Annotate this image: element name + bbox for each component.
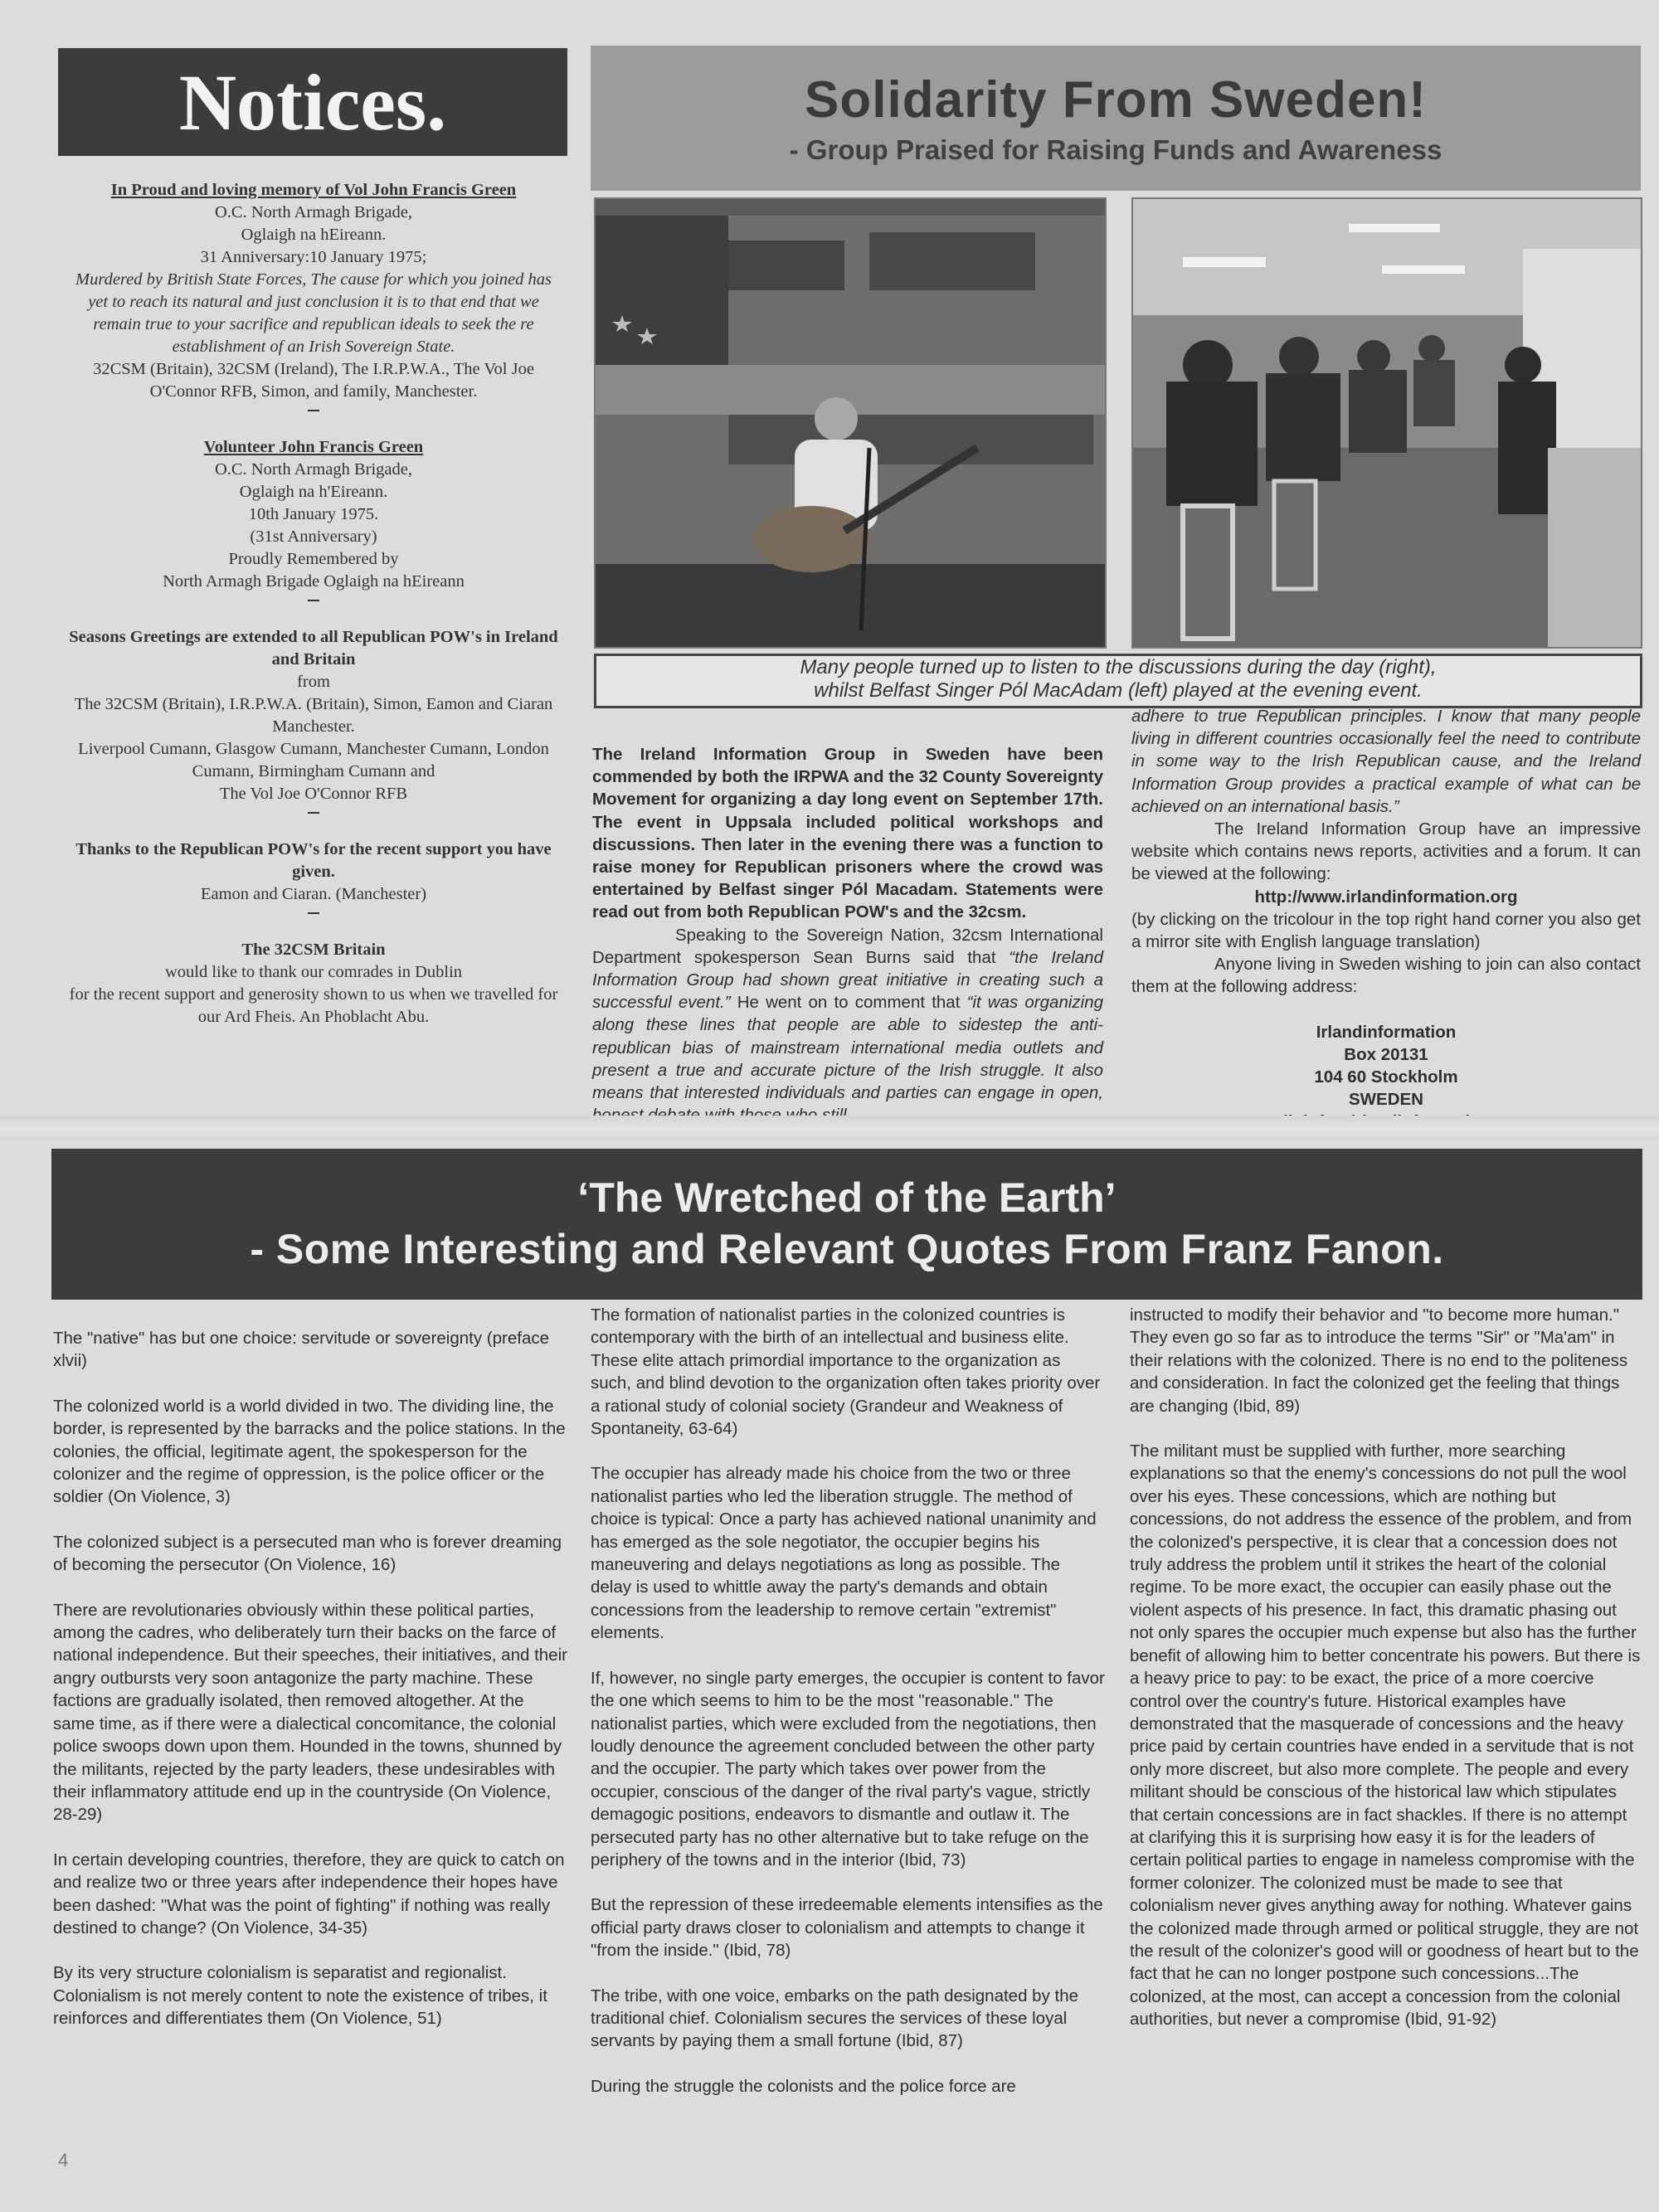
fanon-header	[51, 1149, 1642, 1300]
quote-paragraph: But the repression of these irredeemable elements intensifies as the official party draws closer to colonialism and attempts to change it "from the inside." (Ibid, 78)	[591, 1895, 1103, 1961]
quote-paragraph: The tribe, with one voice, embarks on the path designated by the traditional chief. Colonialism secures the services of these loyal servants by paying them a small fortune (Ibid, 87)	[591, 1986, 1079, 2051]
solidarity-paragraph: Anyone living in Sweden wishing to join can also contact them at the following address:	[1131, 955, 1641, 997]
quote: “the Ireland Information Group had shown great initiative in creating such a successful event.”	[592, 947, 1103, 1013]
solidarity-column-2	[1131, 705, 1641, 1134]
fanon-column-3	[1130, 1304, 1644, 2054]
address-line: SWEDEN	[1349, 1090, 1423, 1110]
quote-paragraph: During the struggle the colonists and the police force are	[591, 2076, 1016, 2096]
quote-paragraph: The formation of nationalist parties in the colonized countries is contemporary with the birth of an intellectual and business elite. These elite attach primordial importance to the organization as such, and blind devotion to the organization often takes priority over a rational study of colonial society (Grandeur and Weakness of Spontaneity, 63-64)	[591, 1305, 1101, 1439]
notice-line: Proudly Remembered by	[228, 550, 399, 568]
notice-line: The Vol Joe O'Connor RFB	[219, 785, 408, 803]
notices-column	[65, 179, 562, 1028]
quote-paragraph: The militant must be supplied with further, more searching explanations so that the enemy's concessions do not pull the wool over his eyes. These concessions, which are nothing but concessions, do not address the essence of the problem, and from the colonized's perspective, it is clear that a concession does not truly address the problem until it strikes the heart of the colonial regime. To be more exact, the occupier can easily phase out the violent aspects of his presence. In fact, this dramatic phasing out not only spares the occupier much expense but also has the further benefit of allowing him to better concentrate his powers. But there is a heavy price to pay: to be exact, the price of a more coercive control over the country's future. Historical examples have demonstrated that the masquerade of concessions and the heavy price paid by certain countries have ended in a servitude that is not only more discreet, but also more complete. The people and every militant should be conscious of the historical law which stipulates that certain concessions are in fact shackles. If there is no attempt at clarifying this it is surprising how easy it is for the leaders of certain political parties to engage in nameless compromise with the former colonizer. The colonized must be made to see that colonialism never gives anything away for nothing. Whatever gains the colonized made through armed or political struggle, they are not the result of the colonizer's good will or goodness of heart but to the fact that he can no longer postpone such concessions...The colonized, at the most, can accept a concession from the colonial authorities, but never a compromise (Ibid, 91-92)	[1130, 1441, 1641, 2030]
solidarity-paragraph: The Ireland Information Group have an impressive website which contains news reports, activities and a forum. It can be viewed at the following:	[1131, 819, 1641, 884]
quote-paragraph: instructed to modify their behavior and "to become more human." They even go so far as to introduce the terms "Sir" or "Ma'am" in their relations with the colonized. There is no end to the politeness and consideration. In fact the colonized get the feeling that things are changing (Ibid, 89)	[1130, 1305, 1628, 1416]
quote: adhere to true Republican principles. I know that many people living in different countries occasionally feel the need to contribute in some way to the Irish Republican cause, and the Ireland Information Group provides a practical example of what can be achieved on an international basis.”	[1131, 707, 1641, 816]
fanon-column-2	[591, 1304, 1105, 2120]
address-line: Irlandinformation	[1316, 1022, 1457, 1042]
address-line: Box 20131	[1344, 1044, 1428, 1064]
singer-photo	[594, 197, 1107, 649]
caption-line-2: whilst Belfast Singer Pól MacAdam (left) played at the evening event.	[814, 679, 1423, 702]
caption-line-1: Many people turned up to listen to the discussions during the day (right),	[800, 656, 1437, 678]
notice-line: Liverpool Cumann, Glasgow Cumann, Manchester Cumann, London Cumann, Birmingham Cumann and	[78, 740, 549, 780]
quote-paragraph: If, however, no single party emerges, the occupier is content to favor the one which seems to him to be the most "reasonable." The nationalist parties, which were excluded from the negotiations, then loudly denounce the agreement concluded between the other party and the occupier. The party which takes over power from the occupier, conscious of the danger of the rival party's vague, strictly demagogic positions, endeavors to dismantle and outlaw it. The persecuted party has no other alternative but to take refuge on the periphery of the towns and in the interior (Ibid, 73)	[591, 1668, 1105, 1869]
quote-paragraph: The colonized world is a world divided in two. The dividing line, the border, is represented by the barracks and the police stations. In the colonies, the official, legitimate agent, the spokesperson for the colonizer and the regime of oppression, is the police officer or the soldier (On Violence, 3)	[53, 1396, 566, 1507]
solidarity-paragraph	[592, 924, 1103, 1127]
page-number: 4	[58, 2150, 69, 2171]
website-link[interactable]: http://www.irlandinformation.org	[1254, 887, 1518, 907]
solidarity-header	[591, 46, 1641, 191]
notice-italic: Murdered by British State Forces, The cause for which you joined has yet to reach its natural and just conclusion it is to that end that we remain true to your sacrifice and republican ideals to seek the re establishment of an Irish Sovereign State.	[75, 270, 552, 356]
notices-header: Notices.	[58, 48, 567, 156]
quote-paragraph: The "native" has but one choice: servitude or sovereignty (preface xlvii)	[53, 1329, 549, 1371]
quote: “it was organizing along these lines that people are able to sidestep the anti-republican bias of mainstream international media outlets and present a true and accurate picture of the Irish struggle. It also means that interested individuals and parties can engage in open,	[592, 993, 1104, 1103]
divider	[308, 912, 319, 914]
notice-signoff: 32CSM (Britain), 32CSM (Ireland), The I.R.P.W.A., The Vol Joe O'Connor RFB, Simon, and family, Manchester.	[93, 360, 534, 401]
page-fold	[0, 1116, 1659, 1140]
quote-paragraph: There are revolutionaries obviously within these political parties, among the cadres, who deliberately turn their backs on the farce of national independence. But their speeches, their initiatives, and their angry outbursts very soon antagonize the party machine. These factions are gradually isolated, then removed altogether. At the same time, as if there were a dialectical concomitance, the colonial police swoops down upon them. Hounded in the towns, shunned by the militants, rejected by the party leaders, these undesirables with their inflammatory attitude end up in the countryside (On Violence, 28-29)	[53, 1600, 567, 1825]
notice-line: from	[297, 673, 330, 691]
divider	[308, 812, 319, 814]
notice-line: O.C. North Armagh Brigade,	[215, 460, 412, 479]
quote-paragraph: By its very structure colonialism is separatist and regionalist. Colonialism is not merely content to note the existence of tribes, it reinforces and differentiates them (On Violence, 51)	[53, 1963, 547, 2029]
notice-heading: Seasons Greetings are extended to all Republican POW's in Ireland and Britain	[69, 628, 558, 668]
notice-line: 10th January 1975.	[248, 505, 379, 523]
notice-line: Oglaigh na hEireann.	[241, 226, 387, 244]
quote-paragraph: The occupier has already made his choice from the two or three nationalist parties who led the liberation struggle. The method of choice is typical: Once a party has achieved national unanimity and has emerged as the sole negotiator, the occupier begins his maneuvering and delays negotiations as long as possible. The delay is used to whittle away the party's demands and obtain concessions from the leadership to remove certain "extremist" elements.	[591, 1464, 1097, 1643]
notice-line: Oglaigh na h'Eireann.	[239, 483, 388, 501]
solidarity-lead: The Ireland Information Group in Sweden have been commended by both the IRPWA and the 32 County Sovereignty Movement for organizing a day long event on September 17th. The event in Uppsala included political workshops and discussions. Then later in the evening there was a function to raise money for Republican prisoners where the crowd was entertained by Belfast singer Pól Macadam. Statements were read out from both Republican POW's and the 32csm.	[592, 745, 1103, 922]
notice-line: (31st Anniversary)	[250, 527, 377, 546]
quote-paragraph: In certain developing countries, therefore, they are quick to catch on and realize two or three years after independence their hopes have been dashed: "What was the point of fighting" if nothing was really destined to change? (On Violence, 34-35)	[53, 1850, 565, 1937]
audience-photo	[1131, 197, 1642, 649]
solidarity-subtitle: - Group Praised for Raising Funds and Awareness	[789, 134, 1443, 165]
text-span: Speaking to the Sovereign Nation, 32csm International Department spokesperson Sean Burns said that	[592, 925, 1103, 967]
solidarity-paragraph: (by clicking on the tricolour in the top right hand corner you also get a mirror site with English language translation)	[1131, 909, 1641, 952]
fanon-title: ‘The Wretched of the Earth’	[577, 1174, 1117, 1221]
notice-line: 31 Anniversary:10 January 1975;	[200, 248, 427, 266]
quote-paragraph: The colonized subject is a persecuted man who is forever dreaming of becoming the persecutor (On Violence, 16)	[53, 1532, 562, 1575]
fanon-column-1	[53, 1327, 567, 2053]
solidarity-column-1	[592, 743, 1103, 1149]
divider	[308, 600, 319, 601]
notice-line: O.C. North Armagh Brigade,	[215, 203, 412, 221]
solidarity-title: Solidarity From Sweden!	[805, 71, 1427, 129]
address-line: 104 60 Stockholm	[1314, 1067, 1458, 1087]
notice-heading: The 32CSM Britain	[241, 941, 386, 959]
notice-heading: In Proud and loving memory of Vol John Francis Green	[110, 181, 517, 199]
notice-heading: Thanks to the Republican POW's for the recent support you have given.	[75, 840, 552, 881]
fanon-subtitle: - Some Interesting and Relevant Quotes From Franz Fanon.	[250, 1226, 1444, 1272]
notice-line: for the recent support and generosity shown to us when we travelled for our Ard Fheis. An Phoblacht Abu.	[69, 985, 558, 1026]
photo-caption	[594, 654, 1642, 708]
text-span: He went on to comment that	[730, 993, 967, 1013]
notice-line: North Armagh Brigade Oglaigh na hEireann	[163, 572, 465, 591]
notice-line: Eamon and Ciaran. (Manchester)	[200, 885, 427, 903]
notice-heading: Volunteer John Francis Green	[203, 438, 424, 456]
notice-line: The 32CSM (Britain), I.R.P.W.A. (Britain), Simon, Eamon and Ciaran Manchester.	[74, 695, 553, 736]
divider	[308, 410, 319, 411]
notice-line: would like to thank our comrades in Dublin	[164, 963, 463, 981]
